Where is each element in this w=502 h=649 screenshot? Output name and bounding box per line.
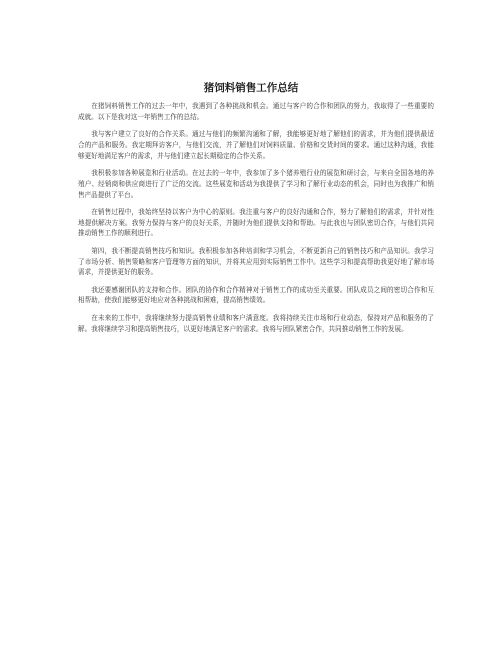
paragraph-3: 我积极参加各种展览和行业活动。在过去的一年中，我参加了多个猪养殖行业的展览和研讨会，与来自全国各地的养殖户、经销商和供应商进行了广泛的交流。这些展览和活动为我提供了学习和了解行业动态的机会，同时也为我推广和销售产品提供了平台。 <box>78 168 434 199</box>
paragraph-7: 在未来的工作中，我将继续努力提高销售业绩和客户满意度。我将持续关注市场和行业动态，保持对产品和服务的了解。我将继续学习和提高销售技巧，以更好地满足客户的需求。我将与团队紧密合作，共同推动销售工作的发展。 <box>78 313 434 333</box>
document-body <box>78 101 434 341</box>
paragraph-1: 在猪饲料销售工作的过去一年中，我遇到了各种挑战和机会。通过与客户的合作和团队的努力，我取得了一些重要的成就。以下是我对这一年销售工作的总结。 <box>78 102 434 121</box>
document-title: 猪饲料销售工作总结 <box>203 82 299 94</box>
paragraph-5: 第四，我不断提高销售技巧和知识。我积极参加各种培训和学习机会，不断更新自己的销售技巧和产品知识。我学习了市场分析、销售策略和客户管理等方面的知识，并将其应用到实际销售工作中。这些学习和提高帮助我更好地了解市场需求，并提供更好的服务。 <box>78 246 434 277</box>
paragraph-6: 我还要感谢团队的支持和合作。团队的协作和合作精神对于销售工作的成功至关重要。团队成员之间的密切合作和互相帮助，使我们能够更好地应对各种挑战和困难，提高销售绩效。 <box>78 285 434 305</box>
paragraph-4: 在销售过程中，我始终坚持以客户为中心的原则。我注重与客户的良好沟通和合作，努力了解他们的需求，并针对性地提供解决方案。我努力保持与客户的良好关系，并随时为他们提供支持和帮助。与此我也与团队密切合作，与他们共同推动销售工作的顺利进行。 <box>78 207 434 238</box>
paragraph-2: 我与客户建立了良好的合作关系。通过与他们的频繁沟通和了解，我能够更好地了解他们的需求，并为他们提供最适合的产品和服务。我定期拜访客户，与他们交流，并了解他们对饲料质量、价格和交货时间的要求。通过这种沟通，我能够更好地满足客户的需求，并与他们建立起长期稳定的合作关系。 <box>78 130 434 160</box>
